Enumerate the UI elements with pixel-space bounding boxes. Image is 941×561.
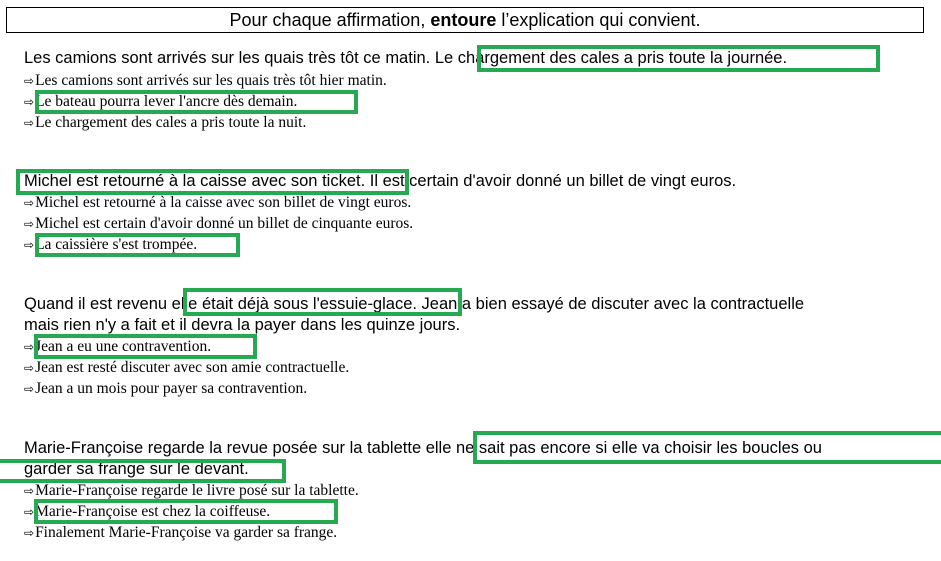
exercise-1-option-1[interactable]: ⇨Les camions sont arrivés sur les quais très tôt hier matin. <box>24 72 387 89</box>
instruction-text: Pour chaque affirmation, <box>229 10 431 30</box>
instruction-banner <box>6 7 924 33</box>
exercise-2-option-1[interactable]: ⇨Michel est retourné à la caisse avec son billet de vingt euros. <box>24 194 412 211</box>
exercise-4-option-3[interactable]: ⇨Finalement Marie-Françoise va garder sa frange. <box>24 524 338 541</box>
arrow-icon: ⇨ <box>24 361 35 375</box>
exercise-3-option-2[interactable]: ⇨Jean est resté discuter avec son amie contractuelle. <box>24 359 350 376</box>
arrow-icon: ⇨ <box>24 526 35 540</box>
exercise-3-option-3[interactable]: ⇨Jean a un mois pour payer sa contravention. <box>24 380 308 397</box>
instruction-bold-word: entoure <box>430 10 497 30</box>
arrow-icon: ⇨ <box>24 74 35 88</box>
exercise-4-statement-line-1: Marie-Françoise regarde la revue posée sur la tablette elle ne sait pas encore si elle va choisir les boucles ou <box>24 439 822 457</box>
arrow-icon: ⇨ <box>24 196 35 210</box>
exercise-4-option-2[interactable]: ⇨Marie-Françoise est chez la coiffeuse. <box>24 503 271 520</box>
arrow-icon: ⇨ <box>24 340 35 354</box>
exercise-4-statement-line-2: garder sa frange sur le devant. <box>24 460 249 478</box>
exercise-2-option-3[interactable]: ⇨La caissière s'est trompée. <box>24 236 198 253</box>
exercise-2-option-2[interactable]: ⇨Michel est certain d'avoir donné un billet de cinquante euros. <box>24 215 414 232</box>
exercise-2-statement: Michel est retourné à la caisse avec son ticket. Il est certain d'avoir donné un billet de vingt euros. <box>24 172 737 190</box>
arrow-icon: ⇨ <box>24 505 35 519</box>
arrow-icon: ⇨ <box>24 382 35 396</box>
arrow-icon: ⇨ <box>24 95 35 109</box>
arrow-icon: ⇨ <box>24 238 35 252</box>
exercise-3-option-1[interactable]: ⇨Jean a eu une contravention. <box>24 338 212 355</box>
exercise-1-option-2[interactable]: ⇨Le bateau pourra lever l'ancre dès demain. <box>24 93 298 110</box>
arrow-icon: ⇨ <box>24 116 35 130</box>
arrow-icon: ⇨ <box>24 484 35 498</box>
exercise-1-option-3[interactable]: ⇨Le chargement des cales a pris toute la nuit. <box>24 114 307 131</box>
instruction-text-end: l’explication qui convient. <box>496 10 701 30</box>
exercise-3-statement-line-2: mais rien n'y a fait et il devra la payer dans les quinze jours. <box>24 316 461 334</box>
exercise-1-statement: Les camions sont arrivés sur les quais très tôt ce matin. Le chargement des cales a pris toute la journée. <box>24 49 788 67</box>
arrow-icon: ⇨ <box>24 217 35 231</box>
exercise-4-option-1[interactable]: ⇨Marie-Françoise regarde le livre posé sur la tablette. <box>24 482 359 499</box>
exercise-3-statement-line-1: Quand il est revenu elle était déjà sous l'essuie-glace. Jean a bien essayé de discuter avec la contractuelle <box>24 295 805 313</box>
